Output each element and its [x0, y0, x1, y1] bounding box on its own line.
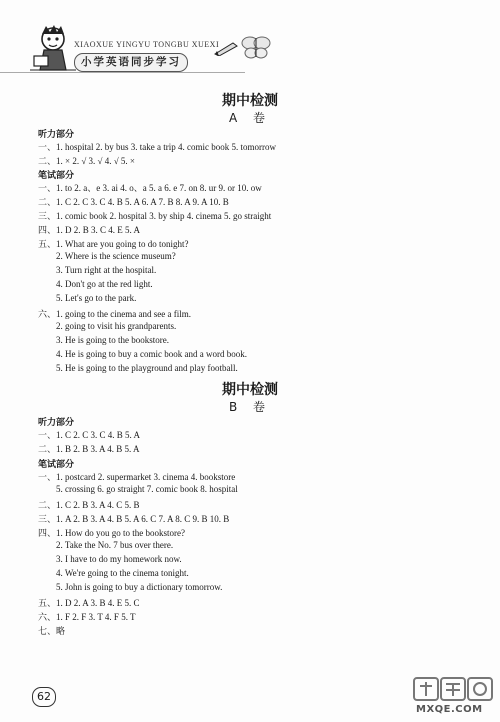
answer-line: 3. He is going to the bookstore.	[56, 335, 169, 345]
answer-line: 六、1. going to the cinema and see a film.	[38, 309, 191, 319]
section-b-subtitle: B 卷	[228, 400, 272, 414]
pencil-icon	[213, 40, 239, 56]
header-banner	[0, 0, 500, 80]
answer-line: 一、1. C 2. C 3. C 4. B 5. A	[38, 430, 141, 440]
answer-line: 二、1. B 2. B 3. A 4. B 5. A	[38, 444, 140, 454]
answer-line: 一、1. postcard 2. supermarket 3. cinema 4. bookstore	[38, 472, 236, 482]
banner-chinese-title: 小学英语同步学习	[74, 53, 188, 72]
answer-line: 5. Let's go to the park.	[56, 293, 137, 303]
answer-line: 4. Don't go at the red light.	[56, 279, 153, 289]
banner-divider	[0, 72, 245, 73]
answer-line: 五、1. What are you going to do tonight?	[38, 239, 189, 249]
answer-line: 5. John is going to buy a dictionary tomorrow.	[56, 582, 223, 592]
section-a-subtitle: A 卷	[228, 111, 272, 125]
answer-line: 4. We're going to the cinema tonight.	[56, 568, 189, 578]
section-a-title: 期中检测	[222, 93, 278, 109]
answer-line: 2. going to visit his grandparents.	[56, 321, 177, 331]
answer-line: 三、1. A 2. B 3. A 4. B 5. A 6. C 7. A 8. C 9. B 10. B	[38, 514, 230, 524]
answer-line: 2. Take the No. 7 bus over there.	[56, 540, 174, 550]
answer-line: 三、1. comic book 2. hospital 3. by ship 4. cinema 5. go straight	[38, 211, 272, 221]
answer-line: 一、1. to 2. a、e 3. ai 4. o、a 5. a 6. e 7. on 8. ur 9. or 10. ow	[38, 183, 262, 193]
page-number: 62	[32, 687, 56, 707]
answer-line: 3. Turn right at the hospital.	[56, 265, 157, 275]
answer-line: 5. He is going to the playground and play football.	[56, 363, 238, 373]
answer-line: 4. He is going to buy a comic book and a word book.	[56, 349, 247, 359]
answer-line: 二、1. C 2. B 3. A 4. C 5. B	[38, 500, 140, 510]
answer-line: 四、1. How do you go to the bookstore?	[38, 528, 185, 538]
section-b-listening-heading: 听力部分	[38, 418, 75, 428]
section-b-writing-heading: 笔试部分	[38, 460, 75, 470]
answer-line: 七、略	[38, 626, 66, 636]
answer-line: 六、1. F 2. F 3. T 4. F 5. T	[38, 612, 136, 622]
answer-line: 3. I have to do my homework now.	[56, 554, 182, 564]
answer-line: 四、1. D 2. B 3. C 4. E 5. A	[38, 225, 141, 235]
answer-line: 五、1. D 2. A 3. B 4. E 5. C	[38, 598, 140, 608]
section-a-listening-heading: 听力部分	[38, 130, 75, 140]
watermark-text: MXQE.COM	[416, 704, 483, 715]
banner-latin-text: XIAOXUE YINGYU TONGBU XUEXI	[74, 40, 220, 49]
answer-line: 5. crossing 6. go straight 7. comic book 8. hospital	[56, 484, 238, 494]
section-a-writing-heading: 笔试部分	[38, 171, 75, 181]
butterfly-icon	[240, 34, 272, 60]
answer-line: 一、1. hospital 2. by bus 3. take a trip 4. comic book 5. tomorrow	[38, 142, 276, 152]
answer-line: 2. Where is the science museum?	[56, 251, 176, 261]
answer-line: 二、1. × 2. √ 3. √ 4. √ 5. ×	[38, 156, 135, 166]
section-b-title: 期中检测	[222, 382, 278, 398]
student-mascot-icon	[30, 22, 76, 74]
answer-line: 二、1. C 2. C 3. C 4. B 5. A 6. A 7. B 8. A 9. A 10. B	[38, 197, 229, 207]
